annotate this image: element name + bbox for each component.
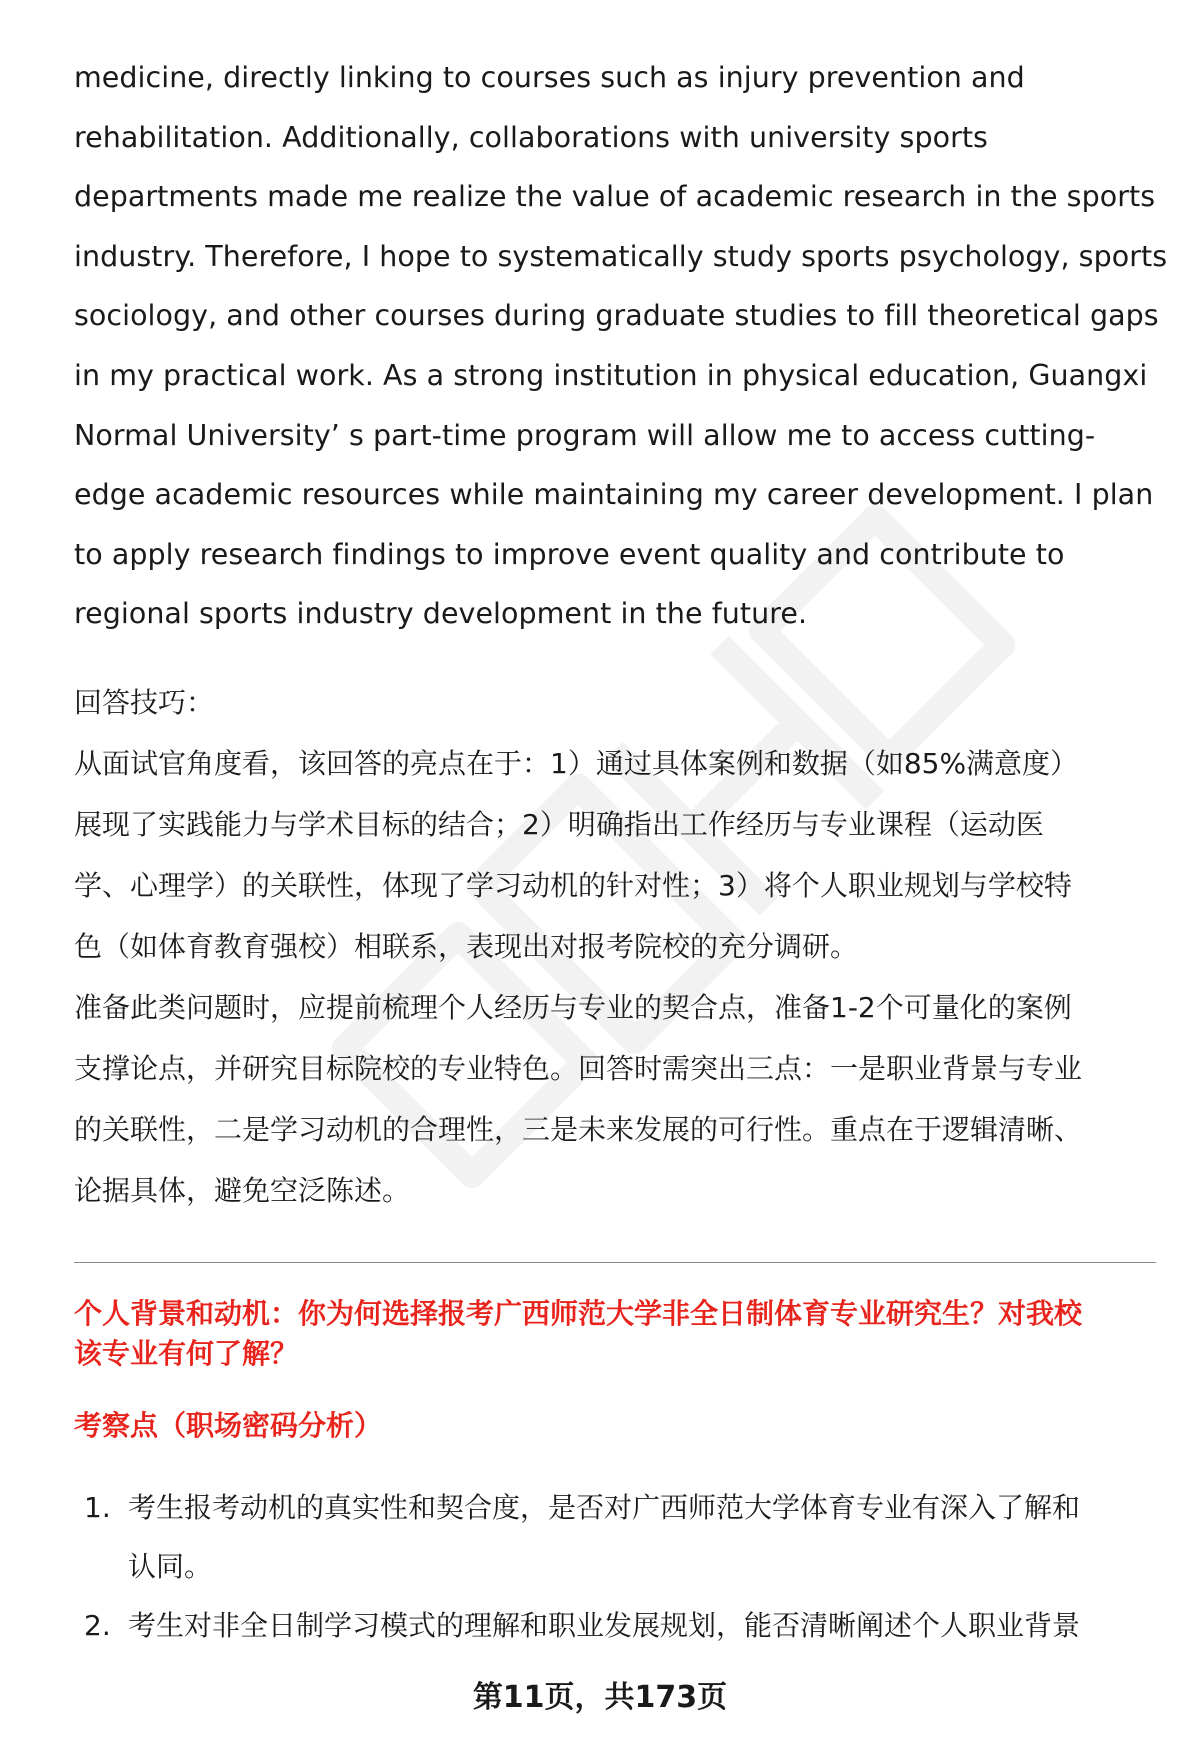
answer-section xyxy=(74,48,1168,1221)
tips-line: 从面试官角度看，该回答的亮点在于：1）通过具体案例和数据（如85%满意度） xyxy=(74,746,1079,780)
answer-line: departments made me realize the value of academic research in the sports xyxy=(74,180,1156,214)
section-divider xyxy=(74,1262,1156,1263)
answer-line: rehabilitation. Additionally, collaborations with university sports xyxy=(74,120,988,154)
assessment-points-heading: 考察点（职场密码分析） xyxy=(74,1409,383,1442)
question-heading xyxy=(74,1294,1164,1374)
answer-line: to apply research findings to improve event quality and contribute to xyxy=(74,537,1065,571)
list-item-number: 1. xyxy=(84,1491,111,1524)
list-item xyxy=(74,1478,1164,1596)
assessment-points-list xyxy=(74,1478,1164,1655)
answer-line: edge academic resources while maintaining my career development. I plan xyxy=(74,478,1154,512)
tips-label: 回答技巧： xyxy=(74,685,215,719)
list-item xyxy=(74,1596,1164,1655)
page-number: 第11页，共173页 xyxy=(472,1680,728,1715)
list-item-line: 认同。 xyxy=(128,1550,213,1583)
list-item-number: 2. xyxy=(84,1609,111,1642)
answer-line: Normal University’ s part-time program will allow me to access cutting- xyxy=(74,418,1096,452)
spacer xyxy=(74,644,1154,672)
answer-line: in my practical work. As a strong institution in physical education, Guangxi xyxy=(74,358,1148,392)
tips-line: 支撑论点，并研究目标院校的专业特色。回答时需突出三点：一是职业背景与专业 xyxy=(74,1051,1083,1085)
question-line: 该专业有何了解？ xyxy=(74,1337,299,1370)
answer-line: medicine, directly linking to courses such as injury prevention and xyxy=(74,61,1025,94)
question-line: 个人背景和动机：你为何选择报考广西师范大学非全日制体育专业研究生？对我校 xyxy=(74,1297,1083,1330)
tips-line: 的关联性，二是学习动机的合理性，三是未来发展的可行性。重点在于逻辑清晰、 xyxy=(74,1112,1083,1146)
list-item-line: 考生报考动机的真实性和契合度，是否对广西师范大学体育专业有深入了解和 xyxy=(128,1491,1081,1524)
tips-line: 论据具体，避免空泛陈述。 xyxy=(74,1173,411,1207)
answer-line: industry. Therefore, I hope to systematically study sports psychology, sports xyxy=(74,239,1168,273)
answer-line: regional sports industry development in the future. xyxy=(74,597,808,631)
tips-line: 准备此类问题时，应提前梳理个人经历与专业的契合点，准备1-2个可量化的案例 xyxy=(74,990,1072,1024)
list-item-line: 考生对非全日制学习模式的理解和职业发展规划，能否清晰阐述个人职业背景 xyxy=(128,1609,1081,1642)
tips-line: 学、心理学）的关联性，体现了学习动机的针对性；3）将个人职业规划与学校特 xyxy=(74,868,1072,902)
answer-line: sociology, and other courses during graduate studies to fill theoretical gaps xyxy=(74,299,1159,333)
tips-line: 展现了实践能力与学术目标的结合；2）明确指出工作经历与专业课程（运动医 xyxy=(74,807,1044,841)
tips-line: 色（如体育教育强校）相联系，表现出对报考院校的充分调研。 xyxy=(74,929,859,963)
